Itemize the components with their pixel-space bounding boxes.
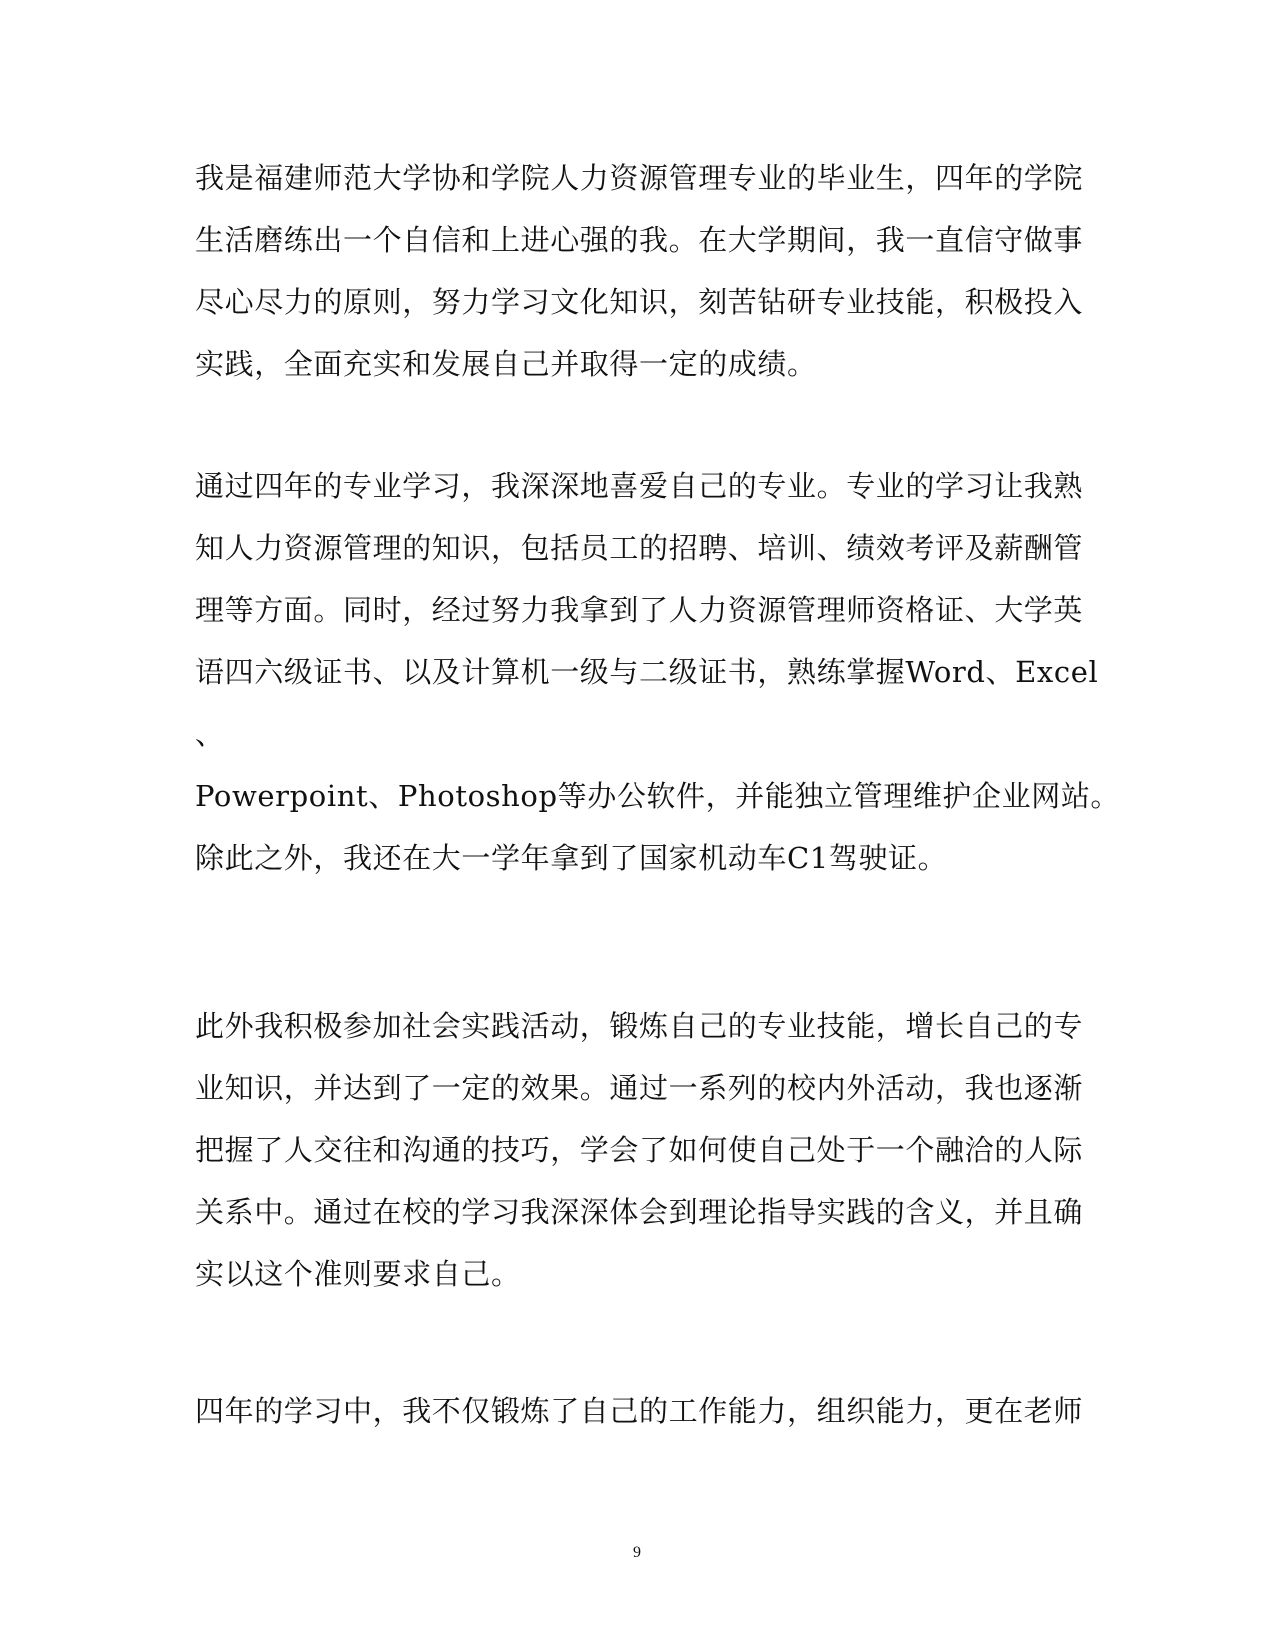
paragraph-line: 业知识，并达到了一定的效果。通过一系列的校内外活动，我也逐渐	[195, 1071, 1084, 1105]
paragraph-line: 通过四年的专业学习，我深深地喜爱自己的专业。专业的学习让我熟	[195, 469, 1084, 503]
paragraph-line: 理等方面。同时，经过努力我拿到了人力资源管理师资格证、大学英	[195, 593, 1084, 627]
paragraph-line: 把握了人交往和沟通的技巧，学会了如何使自己处于一个融洽的人际	[195, 1133, 1084, 1167]
paragraph-line: 此外我积极参加社会实践活动，锻炼自己的专业技能，增长自己的专	[195, 1009, 1084, 1043]
paragraph-line: 生活磨练出一个自信和上进心强的我。在大学期间，我一直信守做事	[195, 223, 1084, 257]
paragraph-line: 实践，全面充实和发展自己并取得一定的成绩。	[195, 347, 817, 381]
page-number: 9	[633, 1544, 641, 1561]
paragraph-line: Powerpoint、Photoshop等办公软件，并能独立管理维护企业网站。	[195, 779, 1121, 813]
paragraph-line: 除此之外，我还在大一学年拿到了国家机动车C1驾驶证。	[195, 841, 948, 875]
paragraph-line: 、	[195, 717, 225, 751]
paragraph-line: 知人力资源管理的知识，包括员工的招聘、培训、绩效考评及薪酬管	[195, 531, 1084, 565]
paragraph-line: 语四六级证书、以及计算机一级与二级证书，熟练掌握Word、Excel	[195, 655, 1099, 689]
paragraph-line: 尽心尽力的原则，努力学习文化知识，刻苦钻研专业技能，积极投入	[195, 285, 1084, 319]
paragraph-line: 四年的学习中，我不仅锻炼了自己的工作能力，组织能力，更在老师	[195, 1394, 1084, 1428]
paragraph-line: 实以这个准则要求自己。	[195, 1257, 521, 1291]
paragraph-line: 我是福建师范大学协和学院人力资源管理专业的毕业生，四年的学院	[195, 161, 1084, 195]
paragraph-line: 关系中。通过在校的学习我深深体会到理论指导实践的含义，并且确	[195, 1195, 1084, 1229]
